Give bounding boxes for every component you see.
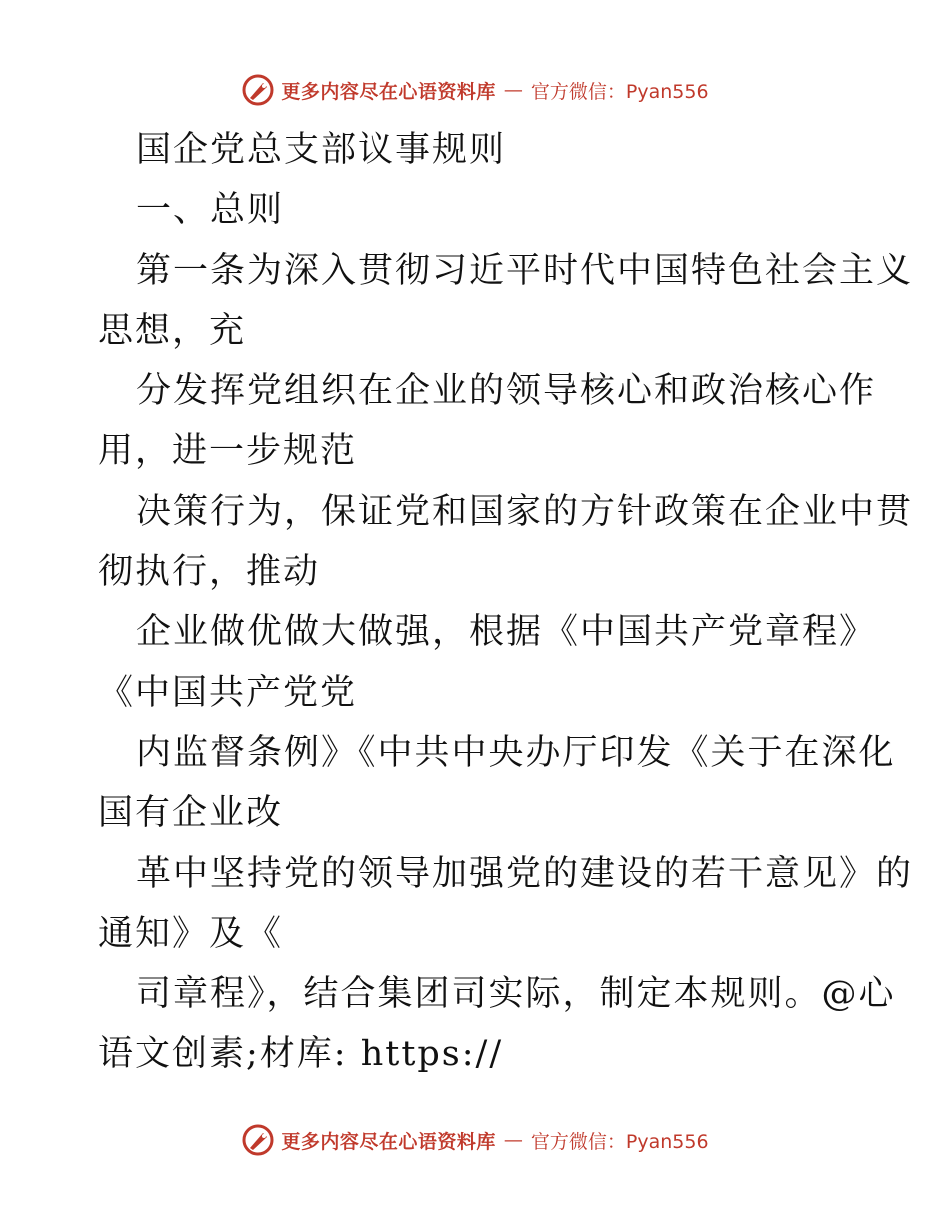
document-body (98, 120, 914, 1085)
paragraph-line: 内监督条例》《中共中央办厅印发《关于在深化 (136, 732, 896, 773)
paragraph-line: 用，进一步规范 (98, 431, 358, 472)
paragraph-line: 司章程》，结合集团司实际，制定本规则。@心 (136, 974, 896, 1015)
paragraph-line: 企业做优做大做强，根据《中国共产党章程》 (136, 612, 877, 653)
paragraph-line: 语文创素;材库: https:// (98, 1034, 504, 1075)
paragraph-line: 决策行为，保证党和国家的方针政策在企业中贯 (136, 491, 914, 532)
paragraph-line: 《中国共产党党 (98, 672, 358, 713)
banner-slogan: 更多内容尽在心语资料库 (281, 1130, 496, 1153)
paragraph-line: 革中坚持党的领导加强党的建设的若干意见》的 (136, 853, 914, 894)
banner-slogan: 更多内容尽在心语资料库 (281, 80, 496, 103)
paragraph-line: 分发挥党组织在企业的领导核心和政治核心作 (136, 371, 877, 412)
banner-wechat: 官方微信：Pyan556 (530, 1130, 709, 1153)
paragraph-line: 国有企业改 (98, 793, 284, 834)
document-title: 国企党总支部议事规则 (136, 130, 507, 170)
footer-watermark-banner (0, 1120, 950, 1160)
paragraph-line: 思想，充 (98, 310, 247, 351)
paragraph-line: 第一条为深入贯彻习近平时代中国特色社会主义 (136, 250, 914, 291)
banner-dash: — (503, 1129, 523, 1151)
pen-nib-logo-icon (241, 73, 275, 107)
section-heading: 一、总则 (136, 190, 285, 231)
paragraph-line: 彻执行，推动 (98, 552, 321, 593)
banner-wechat: 官方微信：Pyan556 (530, 80, 709, 103)
pen-nib-logo-icon (241, 1123, 275, 1157)
paragraph-line: 通知》及《 (98, 913, 284, 954)
banner-dash: — (503, 79, 523, 101)
header-watermark-banner (0, 70, 950, 110)
